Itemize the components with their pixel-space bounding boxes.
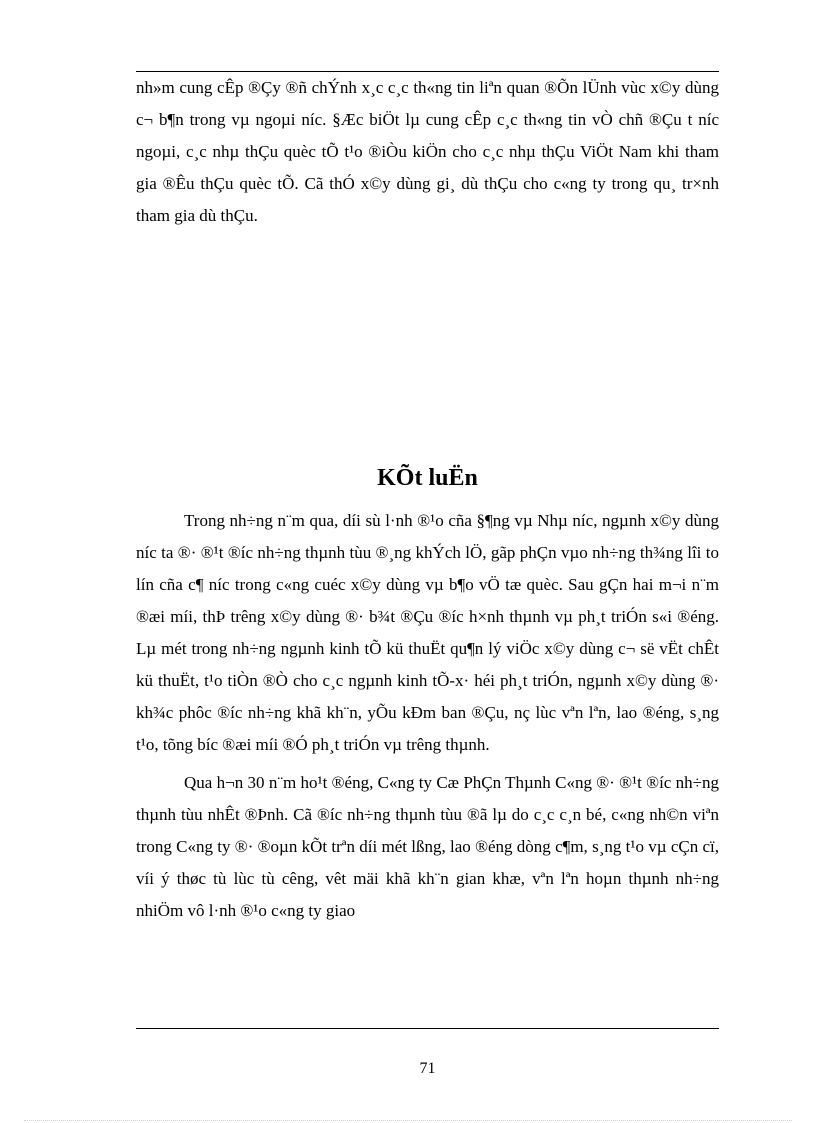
conclusion-body [136, 505, 719, 927]
continuation-text [136, 72, 719, 232]
page-number: 71 [419, 1060, 436, 1077]
continuation-paragraph: nh»m cung cÊp ®Çy ®ñ chÝnh x¸c c¸c th«ng tin liªn quan ®Õn lÜnh vùc x©y dùng c¬ b¶n trong vµ ngoµi níc. §Æc biÖt lµ cung cÊp c¸c th«ng tin vÒ chñ ®Çu t níc ngoµi, c¸c nhµ thÇu quèc tÕ t¹o ®iÒu kiÖn cho c¸c nhµ thÇu ViÖt Nam khi tham gia ®Êu thÇu quèc tÕ. Cã thÓ x©y dùng gi¸ dù thÇu cho c«ng ty trong qu¸ tr×nh tham gia dù thÇu. [136, 78, 719, 225]
conclusion-paragraph-2: Qua h¬n 30 n¨m ho¹t ®éng, C«ng ty Cæ PhÇn Thµnh C«ng ®· ®¹t ®íc nh÷ng thµnh tùu nhÊt ®Þnh. Cã ®íc nh÷ng thµnh tùu ®ã lµ do c¸c c¸n bé, c«ng nh©n viªn trong C«ng ty ®· ®oµn kÕt trªn díi mét lßng, lao ®éng dòng c¶m, s¸ng t¹o vµ cÇn cï, víi ý thøc tù lùc tù cêng, vêt mäi khã kh¨n gian khæ, vªn lªn hoµn thµnh nh÷ng nhiÖm vô l·nh ®¹o c«ng ty giao [136, 773, 719, 920]
footer-rule [136, 1028, 719, 1029]
section-heading: KÕt luËn [377, 465, 478, 491]
page-edge-divider [24, 1120, 792, 1121]
conclusion-paragraph-1: Trong nh÷ng n¨m qua, díi sù l·nh ®¹o cña §¶ng vµ Nhµ níc, ngµnh x©y dùng níc ta ®· ®¹t ®íc nh÷ng thµnh tùu ®¸ng khÝch lÖ, gãp phÇn vµo nh÷ng th¾ng lîi to lín cña c¶ níc trong c«ng cuéc x©y dùng vµ b¶o vÖ tæ quèc. Sau gÇn hai m¬i n¨m ®æi míi, thÞ trêng x©y dùng ®· b¾t ®Çu ®íc h×nh thµnh vµ ph¸t triÓn s«i ®éng. Lµ mét trong nh÷ng ngµnh kinh tÕ kü thuËt qu¶n lý viÖc x©y dùng c¬ së vËt chÊt kü thuËt, t¹o tiÒn ®Ò cho c¸c ngµnh kinh tÕ-x· héi ph¸t triÓn, ngµnh x©y dùng ®· kh¾c phôc ®íc nh÷ng khã kh¨n, yÕu kÐm ban ®Çu, nç lùc vªn lªn, lao ®éng, s¸ng t¹o, tõng bíc ®æi míi ®Ó ph¸t triÓn vµ trêng thµnh. [136, 511, 719, 754]
